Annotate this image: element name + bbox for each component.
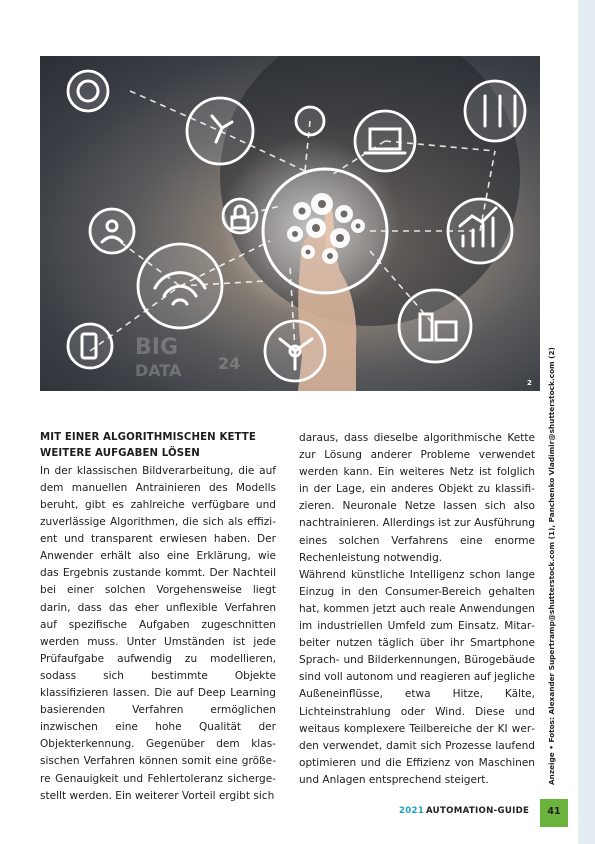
- column-2-paragraph-1: daraus, dass dieselbe algorithmische Kette zur Lösung anderer Probleme verwendet werden kann. Ein weiteres Netz ist folglich in der Lage, ein anderes Objekt zu klassifizieren. Neuronale Netze lassen sich also nachtrainieren. Allerdings ist zur Ausführung eines solchen Verfahrens eine enorme Rechenleistung notwendig.: [299, 432, 535, 564]
- photo-credit: Anzeige • Fotos: Alexander Supertramp@shutterstock.com (1), Panchenko Vladimir@shutterstock.com (2): [547, 347, 556, 785]
- footer-title: AUTOMATION-GUIDE: [426, 806, 530, 816]
- article-column-1: [40, 430, 276, 805]
- article-column-2: [299, 430, 535, 789]
- article-photo: [40, 56, 540, 391]
- overlay-data-text: DATA: [135, 361, 182, 380]
- section-heading-line2: WEITERE AUFGABEN LÖSEN: [40, 448, 200, 460]
- column-2-paragraph-2: Während künstliche Intelligenz schon lange Einzug in den Consumer-Bereich gehalten hat, kommen jetzt auch reale Anwendungen im industriellen Umfeld zum Einsatz. Mitarbeiter nutzen täglich über ihr Smartphone Sprach- und Bilderkennungen, Bürogebäude sind voll autonom und reagieren auf jegliche Außeneinflüsse, etwa Hitze, Kälte, Lichteinstrahlung oder Wind. Diese und weitaus komplexere Teilbereiche der KI werden verwendet, damit sich Prozesse laufend optimieren und die Effizienz von Maschinen und Anlagen entsprechend steigert.: [299, 568, 535, 786]
- footer-year: 2021: [399, 806, 425, 816]
- page-edge-band: [578, 0, 595, 844]
- network-illustration: [40, 56, 540, 391]
- section-heading: [40, 430, 276, 463]
- overlay-24-text: 24: [218, 354, 241, 373]
- section-heading-line1: MIT EINER ALGORITHMISCHEN KETTE: [40, 432, 256, 443]
- photo-number: 2: [527, 379, 532, 387]
- column-1-paragraph: In der klassischen Bildverarbeitung, die auf dem manuellen Antrainieren des Modells beruht, gibt es zahlreiche verfügbare und zuverlässige Algorithmen, die sich als effizient und transparent erwiesen haben. Der Anwender erhält also eine Erklärung, wie das Ergebnis zustande kommt. Der Nachteil bei einer solchen Vorgehensweise liegt darin, dass das eher unflexible Verfahren auf spezifische Aufgaben zugeschnitten werden muss. Unter Umständen ist jede Prüfaufgabe aufwendig zu modellieren, sodass sich bestimmte Objekte klassifizieren lassen. Die auf Deep Learning basierenden Verfahren ermöglichen inzwischen eine hohe Qualität der Objekterkennung. Gegenüber dem klassischen Verfahren können somit eine größere Genauigkeit und Fehlertoleranz sichergestellt werden. Ein weiterer Vorteil ergibt sich: [40, 464, 276, 802]
- overlay-big-text: BIG: [135, 335, 179, 360]
- page-number: 41: [547, 806, 561, 817]
